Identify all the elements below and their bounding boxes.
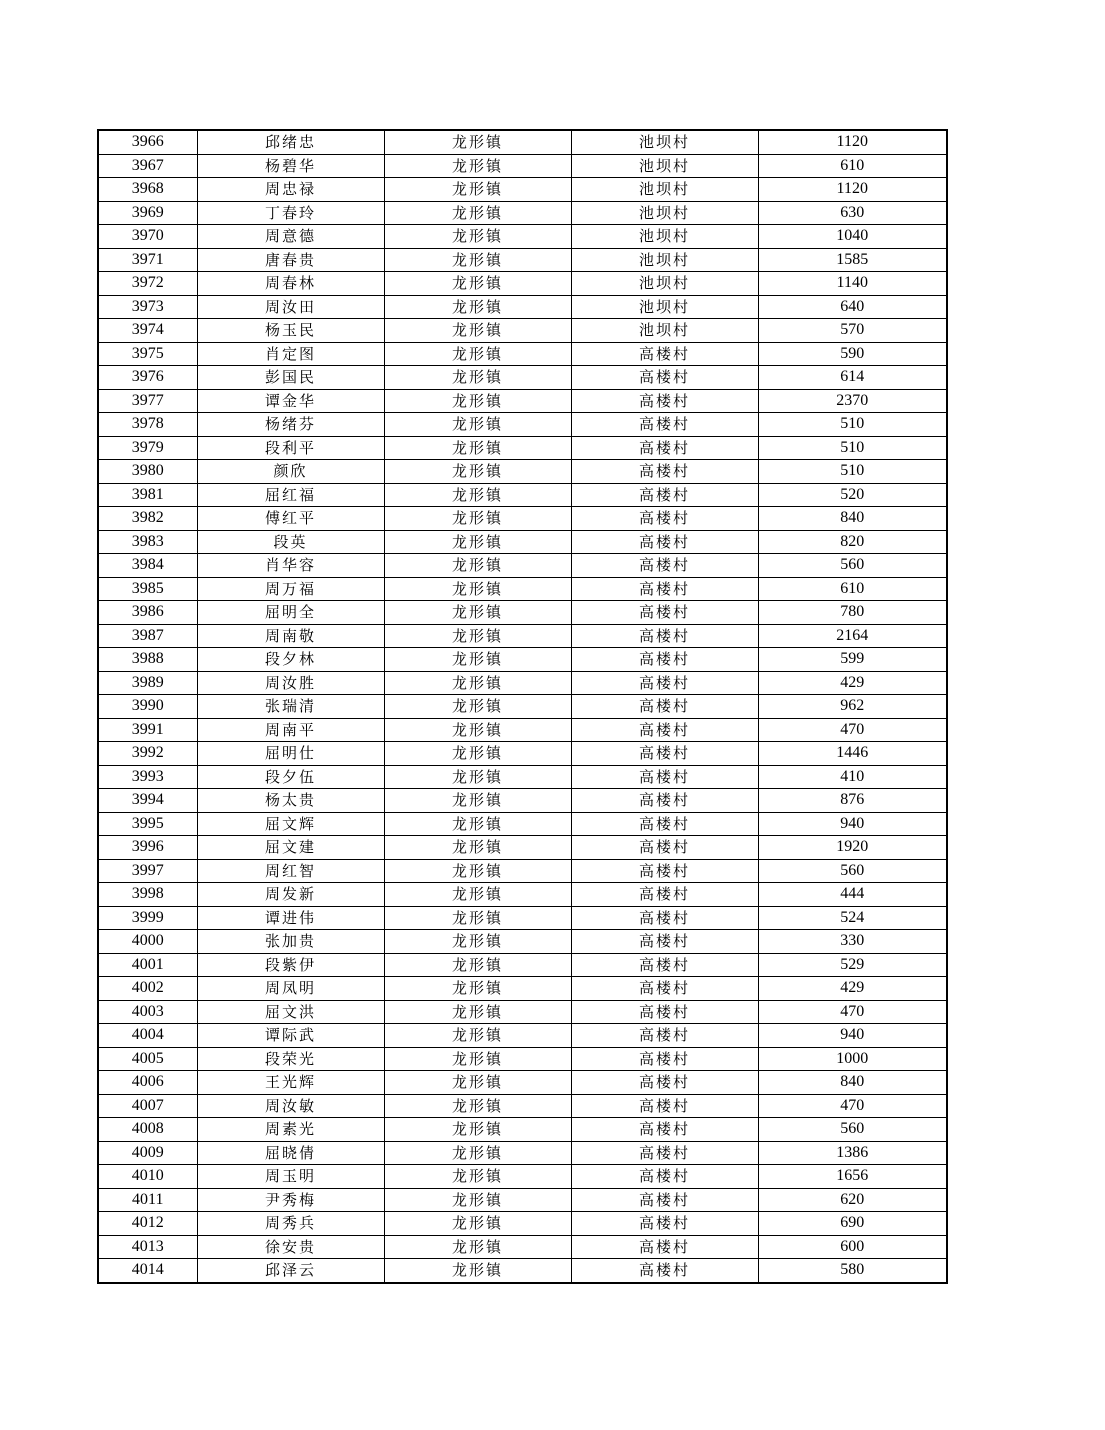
person-name-cell: 周南敬 — [197, 624, 384, 648]
town-cell: 龙形镇 — [384, 1024, 571, 1048]
village-cell: 高楼村 — [571, 601, 758, 625]
village-cell: 高楼村 — [571, 530, 758, 554]
row-number-cell: 4012 — [98, 1212, 197, 1236]
town-cell: 龙形镇 — [384, 812, 571, 836]
table-row — [98, 906, 947, 930]
table-row — [98, 859, 947, 883]
amount-cell: 444 — [758, 883, 947, 907]
amount-cell: 1446 — [758, 742, 947, 766]
amount-cell: 599 — [758, 648, 947, 672]
table-row — [98, 1000, 947, 1024]
row-number-cell: 4001 — [98, 953, 197, 977]
row-number-cell: 4000 — [98, 930, 197, 954]
village-cell: 高楼村 — [571, 1212, 758, 1236]
village-cell: 高楼村 — [571, 507, 758, 531]
village-cell: 高楼村 — [571, 648, 758, 672]
table-row — [98, 366, 947, 390]
person-name-cell: 屈文洪 — [197, 1000, 384, 1024]
row-number-cell: 4006 — [98, 1071, 197, 1095]
person-name-cell: 张瑞清 — [197, 695, 384, 719]
table-row — [98, 319, 947, 343]
table-row — [98, 671, 947, 695]
village-cell: 高楼村 — [571, 1094, 758, 1118]
amount-cell: 840 — [758, 507, 947, 531]
town-cell: 龙形镇 — [384, 272, 571, 296]
village-cell: 高楼村 — [571, 671, 758, 695]
town-cell: 龙形镇 — [384, 1071, 571, 1095]
amount-cell: 590 — [758, 342, 947, 366]
row-number-cell: 3994 — [98, 789, 197, 813]
person-name-cell: 张加贵 — [197, 930, 384, 954]
row-number-cell: 3976 — [98, 366, 197, 390]
amount-cell: 470 — [758, 1094, 947, 1118]
amount-cell: 510 — [758, 436, 947, 460]
village-cell: 高楼村 — [571, 1118, 758, 1142]
village-cell: 高楼村 — [571, 883, 758, 907]
town-cell: 龙形镇 — [384, 1047, 571, 1071]
person-name-cell: 杨碧华 — [197, 154, 384, 178]
amount-cell: 470 — [758, 718, 947, 742]
town-cell: 龙形镇 — [384, 859, 571, 883]
person-name-cell: 周凤明 — [197, 977, 384, 1001]
row-number-cell: 3977 — [98, 389, 197, 413]
town-cell: 龙形镇 — [384, 953, 571, 977]
table-row — [98, 1259, 947, 1283]
village-cell: 池坝村 — [571, 248, 758, 272]
row-number-cell: 3984 — [98, 554, 197, 578]
person-name-cell: 屈红福 — [197, 483, 384, 507]
table-row — [98, 601, 947, 625]
village-cell: 高楼村 — [571, 1000, 758, 1024]
person-name-cell: 周红智 — [197, 859, 384, 883]
row-number-cell: 3991 — [98, 718, 197, 742]
town-cell: 龙形镇 — [384, 577, 571, 601]
town-cell: 龙形镇 — [384, 295, 571, 319]
person-name-cell: 肖定图 — [197, 342, 384, 366]
town-cell: 龙形镇 — [384, 507, 571, 531]
amount-cell: 510 — [758, 460, 947, 484]
town-cell: 龙形镇 — [384, 413, 571, 437]
table-row — [98, 272, 947, 296]
amount-cell: 2164 — [758, 624, 947, 648]
table-row — [98, 953, 947, 977]
table-row — [98, 154, 947, 178]
village-cell: 池坝村 — [571, 130, 758, 154]
row-number-cell: 4009 — [98, 1141, 197, 1165]
table-row — [98, 295, 947, 319]
village-cell: 高楼村 — [571, 342, 758, 366]
amount-cell: 614 — [758, 366, 947, 390]
row-number-cell: 3983 — [98, 530, 197, 554]
row-number-cell: 3969 — [98, 201, 197, 225]
town-cell: 龙形镇 — [384, 789, 571, 813]
village-cell: 高楼村 — [571, 977, 758, 1001]
table-row — [98, 883, 947, 907]
amount-cell: 1120 — [758, 130, 947, 154]
row-number-cell: 3971 — [98, 248, 197, 272]
person-name-cell: 彭国民 — [197, 366, 384, 390]
village-cell: 池坝村 — [571, 295, 758, 319]
table-row — [98, 389, 947, 413]
village-cell: 高楼村 — [571, 413, 758, 437]
person-name-cell: 屈晓倩 — [197, 1141, 384, 1165]
village-cell: 高楼村 — [571, 577, 758, 601]
row-number-cell: 3990 — [98, 695, 197, 719]
village-cell: 高楼村 — [571, 1259, 758, 1283]
amount-cell: 570 — [758, 319, 947, 343]
row-number-cell: 3968 — [98, 178, 197, 202]
amount-cell: 940 — [758, 1024, 947, 1048]
table-row — [98, 1212, 947, 1236]
amount-cell: 560 — [758, 554, 947, 578]
village-cell: 高楼村 — [571, 930, 758, 954]
person-name-cell: 杨太贵 — [197, 789, 384, 813]
person-name-cell: 屈明全 — [197, 601, 384, 625]
row-number-cell: 4011 — [98, 1188, 197, 1212]
town-cell: 龙形镇 — [384, 695, 571, 719]
row-number-cell: 3966 — [98, 130, 197, 154]
table-row — [98, 130, 947, 154]
amount-cell: 820 — [758, 530, 947, 554]
person-name-cell: 段荣光 — [197, 1047, 384, 1071]
table-row — [98, 1235, 947, 1259]
town-cell: 龙形镇 — [384, 389, 571, 413]
person-name-cell: 段紫伊 — [197, 953, 384, 977]
village-cell: 池坝村 — [571, 225, 758, 249]
table-row — [98, 695, 947, 719]
amount-cell: 524 — [758, 906, 947, 930]
amount-cell: 2370 — [758, 389, 947, 413]
town-cell: 龙形镇 — [384, 1165, 571, 1189]
village-cell: 高楼村 — [571, 460, 758, 484]
amount-cell: 1120 — [758, 178, 947, 202]
person-name-cell: 肖华容 — [197, 554, 384, 578]
table-row — [98, 1188, 947, 1212]
person-name-cell: 周素光 — [197, 1118, 384, 1142]
town-cell: 龙形镇 — [384, 1212, 571, 1236]
person-name-cell: 杨玉民 — [197, 319, 384, 343]
town-cell: 龙形镇 — [384, 1188, 571, 1212]
town-cell: 龙形镇 — [384, 436, 571, 460]
row-number-cell: 3992 — [98, 742, 197, 766]
village-cell: 高楼村 — [571, 906, 758, 930]
town-cell: 龙形镇 — [384, 1000, 571, 1024]
amount-cell: 940 — [758, 812, 947, 836]
person-name-cell: 周春林 — [197, 272, 384, 296]
village-cell: 高楼村 — [571, 742, 758, 766]
row-number-cell: 3996 — [98, 836, 197, 860]
row-number-cell: 3999 — [98, 906, 197, 930]
town-cell: 龙形镇 — [384, 178, 571, 202]
amount-cell: 610 — [758, 577, 947, 601]
table-row — [98, 789, 947, 813]
village-cell: 高楼村 — [571, 836, 758, 860]
table-row — [98, 248, 947, 272]
row-number-cell: 3967 — [98, 154, 197, 178]
amount-cell: 620 — [758, 1188, 947, 1212]
person-name-cell: 谭进伟 — [197, 906, 384, 930]
amount-cell: 1585 — [758, 248, 947, 272]
village-cell: 高楼村 — [571, 953, 758, 977]
town-cell: 龙形镇 — [384, 836, 571, 860]
amount-cell: 876 — [758, 789, 947, 813]
person-name-cell: 尹秀梅 — [197, 1188, 384, 1212]
table-row — [98, 1118, 947, 1142]
person-name-cell: 丁春玲 — [197, 201, 384, 225]
row-number-cell: 3995 — [98, 812, 197, 836]
row-number-cell: 3987 — [98, 624, 197, 648]
amount-cell: 1656 — [758, 1165, 947, 1189]
town-cell: 龙形镇 — [384, 648, 571, 672]
village-cell: 高楼村 — [571, 624, 758, 648]
amount-cell: 780 — [758, 601, 947, 625]
person-name-cell: 周汝敏 — [197, 1094, 384, 1118]
person-name-cell: 段夕伍 — [197, 765, 384, 789]
row-number-cell: 3970 — [98, 225, 197, 249]
row-number-cell: 3980 — [98, 460, 197, 484]
person-name-cell: 周秀兵 — [197, 1212, 384, 1236]
row-number-cell: 3989 — [98, 671, 197, 695]
table-row — [98, 1094, 947, 1118]
town-cell: 龙形镇 — [384, 930, 571, 954]
row-number-cell: 3978 — [98, 413, 197, 437]
table-row — [98, 483, 947, 507]
person-name-cell: 邱泽云 — [197, 1259, 384, 1283]
amount-cell: 470 — [758, 1000, 947, 1024]
amount-cell: 630 — [758, 201, 947, 225]
person-name-cell: 周汝田 — [197, 295, 384, 319]
town-cell: 龙形镇 — [384, 742, 571, 766]
table-row — [98, 342, 947, 366]
town-cell: 龙形镇 — [384, 460, 571, 484]
amount-cell: 690 — [758, 1212, 947, 1236]
amount-cell: 520 — [758, 483, 947, 507]
amount-cell: 1040 — [758, 225, 947, 249]
table-row — [98, 507, 947, 531]
amount-cell: 840 — [758, 1071, 947, 1095]
village-cell: 高楼村 — [571, 812, 758, 836]
town-cell: 龙形镇 — [384, 554, 571, 578]
table-row — [98, 413, 947, 437]
table-row — [98, 1165, 947, 1189]
person-name-cell: 傅红平 — [197, 507, 384, 531]
village-cell: 高楼村 — [571, 1165, 758, 1189]
table-row — [98, 1047, 947, 1071]
table-row — [98, 460, 947, 484]
row-number-cell: 3993 — [98, 765, 197, 789]
town-cell: 龙形镇 — [384, 248, 571, 272]
table-row — [98, 530, 947, 554]
village-cell: 高楼村 — [571, 1188, 758, 1212]
town-cell: 龙形镇 — [384, 977, 571, 1001]
village-cell: 高楼村 — [571, 389, 758, 413]
person-name-cell: 徐安贵 — [197, 1235, 384, 1259]
amount-cell: 1000 — [758, 1047, 947, 1071]
table-row — [98, 765, 947, 789]
village-cell: 高楼村 — [571, 436, 758, 460]
roster-table — [97, 129, 948, 1284]
amount-cell: 529 — [758, 953, 947, 977]
town-cell: 龙形镇 — [384, 1141, 571, 1165]
amount-cell: 1920 — [758, 836, 947, 860]
village-cell: 高楼村 — [571, 1047, 758, 1071]
row-number-cell: 4014 — [98, 1259, 197, 1283]
town-cell: 龙形镇 — [384, 1118, 571, 1142]
table-row — [98, 718, 947, 742]
village-cell: 高楼村 — [571, 859, 758, 883]
person-name-cell: 段英 — [197, 530, 384, 554]
town-cell: 龙形镇 — [384, 366, 571, 390]
amount-cell: 580 — [758, 1259, 947, 1283]
amount-cell: 429 — [758, 671, 947, 695]
amount-cell: 330 — [758, 930, 947, 954]
amount-cell: 1386 — [758, 1141, 947, 1165]
town-cell: 龙形镇 — [384, 154, 571, 178]
row-number-cell: 3988 — [98, 648, 197, 672]
row-number-cell: 3979 — [98, 436, 197, 460]
person-name-cell: 谭金华 — [197, 389, 384, 413]
person-name-cell: 周汝胜 — [197, 671, 384, 695]
table-row — [98, 812, 947, 836]
village-cell: 高楼村 — [571, 718, 758, 742]
row-number-cell: 4008 — [98, 1118, 197, 1142]
amount-cell: 410 — [758, 765, 947, 789]
table-row — [98, 930, 947, 954]
table-row — [98, 742, 947, 766]
town-cell: 龙形镇 — [384, 201, 571, 225]
town-cell: 龙形镇 — [384, 1259, 571, 1283]
amount-cell: 429 — [758, 977, 947, 1001]
village-cell: 高楼村 — [571, 554, 758, 578]
amount-cell: 610 — [758, 154, 947, 178]
table-row — [98, 1071, 947, 1095]
town-cell: 龙形镇 — [384, 530, 571, 554]
person-name-cell: 段夕林 — [197, 648, 384, 672]
town-cell: 龙形镇 — [384, 130, 571, 154]
table-row — [98, 225, 947, 249]
town-cell: 龙形镇 — [384, 225, 571, 249]
row-number-cell: 3973 — [98, 295, 197, 319]
row-number-cell: 4004 — [98, 1024, 197, 1048]
row-number-cell: 3972 — [98, 272, 197, 296]
row-number-cell: 4010 — [98, 1165, 197, 1189]
person-name-cell: 周万福 — [197, 577, 384, 601]
town-cell: 龙形镇 — [384, 483, 571, 507]
row-number-cell: 3981 — [98, 483, 197, 507]
person-name-cell: 周忠禄 — [197, 178, 384, 202]
row-number-cell: 3997 — [98, 859, 197, 883]
village-cell: 池坝村 — [571, 319, 758, 343]
row-number-cell: 3974 — [98, 319, 197, 343]
person-name-cell: 谭际武 — [197, 1024, 384, 1048]
person-name-cell: 周意德 — [197, 225, 384, 249]
person-name-cell: 屈文辉 — [197, 812, 384, 836]
amount-cell: 560 — [758, 1118, 947, 1142]
table-row — [98, 554, 947, 578]
town-cell: 龙形镇 — [384, 718, 571, 742]
person-name-cell: 唐春贵 — [197, 248, 384, 272]
amount-cell: 1140 — [758, 272, 947, 296]
table-row — [98, 178, 947, 202]
row-number-cell: 4007 — [98, 1094, 197, 1118]
row-number-cell: 3986 — [98, 601, 197, 625]
person-name-cell: 周玉明 — [197, 1165, 384, 1189]
amount-cell: 640 — [758, 295, 947, 319]
person-name-cell: 周发新 — [197, 883, 384, 907]
village-cell: 高楼村 — [571, 1071, 758, 1095]
amount-cell: 962 — [758, 695, 947, 719]
table-row — [98, 1024, 947, 1048]
village-cell: 高楼村 — [571, 366, 758, 390]
town-cell: 龙形镇 — [384, 601, 571, 625]
table-row — [98, 624, 947, 648]
row-number-cell: 4005 — [98, 1047, 197, 1071]
roster-body — [98, 130, 947, 1283]
village-cell: 高楼村 — [571, 1141, 758, 1165]
table-row — [98, 577, 947, 601]
row-number-cell: 3985 — [98, 577, 197, 601]
village-cell: 高楼村 — [571, 789, 758, 813]
table-row — [98, 436, 947, 460]
village-cell: 池坝村 — [571, 154, 758, 178]
person-name-cell: 屈文建 — [197, 836, 384, 860]
amount-cell: 600 — [758, 1235, 947, 1259]
person-name-cell: 颜欣 — [197, 460, 384, 484]
village-cell: 高楼村 — [571, 1235, 758, 1259]
row-number-cell: 3998 — [98, 883, 197, 907]
row-number-cell: 3982 — [98, 507, 197, 531]
person-name-cell: 邱绪忠 — [197, 130, 384, 154]
row-number-cell: 4003 — [98, 1000, 197, 1024]
table-row — [98, 977, 947, 1001]
row-number-cell: 4002 — [98, 977, 197, 1001]
table-row — [98, 1141, 947, 1165]
town-cell: 龙形镇 — [384, 883, 571, 907]
table-row — [98, 648, 947, 672]
row-number-cell: 3975 — [98, 342, 197, 366]
village-cell: 池坝村 — [571, 272, 758, 296]
amount-cell: 510 — [758, 413, 947, 437]
village-cell: 高楼村 — [571, 1024, 758, 1048]
amount-cell: 560 — [758, 859, 947, 883]
town-cell: 龙形镇 — [384, 1235, 571, 1259]
person-name-cell: 王光辉 — [197, 1071, 384, 1095]
town-cell: 龙形镇 — [384, 671, 571, 695]
table-row — [98, 836, 947, 860]
person-name-cell: 段利平 — [197, 436, 384, 460]
person-name-cell: 屈明仕 — [197, 742, 384, 766]
village-cell: 高楼村 — [571, 483, 758, 507]
village-cell: 池坝村 — [571, 201, 758, 225]
village-cell: 高楼村 — [571, 765, 758, 789]
row-number-cell: 4013 — [98, 1235, 197, 1259]
table-row — [98, 201, 947, 225]
town-cell: 龙形镇 — [384, 624, 571, 648]
village-cell: 池坝村 — [571, 178, 758, 202]
person-name-cell: 周南平 — [197, 718, 384, 742]
town-cell: 龙形镇 — [384, 1094, 571, 1118]
town-cell: 龙形镇 — [384, 342, 571, 366]
town-cell: 龙形镇 — [384, 906, 571, 930]
village-cell: 高楼村 — [571, 695, 758, 719]
town-cell: 龙形镇 — [384, 319, 571, 343]
town-cell: 龙形镇 — [384, 765, 571, 789]
person-name-cell: 杨绪芬 — [197, 413, 384, 437]
